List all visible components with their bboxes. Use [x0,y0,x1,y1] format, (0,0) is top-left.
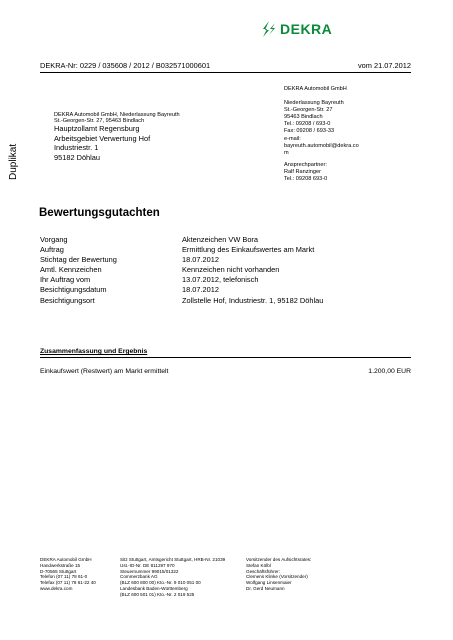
dekra-reference-number: DEKRA-Nr: 0229 / 035608 / 2012 / B032571000601 [40,61,211,70]
detail-value: Aktenzeichen VW Bora [182,235,258,244]
footer-line: Wolfgang Linsenmaier [246,580,292,586]
detail-row [40,275,323,285]
office-line: Tel.: 09208 / 693-0 [284,121,331,128]
footer-line: Commerzbank AG [120,574,158,580]
header-divider [40,72,411,73]
details-table [40,235,323,306]
footer-line: Clemens Klinke (Vorsitzender) [246,574,308,580]
footer-col-company [40,557,96,592]
dekra-logo-text: DEKRA [280,21,333,37]
office-line: e-mail: [284,135,301,142]
sender-line-2: St.-Georgen-Str. 27, 95463 Bindlach [54,118,145,124]
recipient-line: Arbeitsgebiet Verwertung Hof [54,133,151,143]
detail-label: Ihr Auftrag vom [40,275,91,285]
footer-line: Geschäftsführer: [246,568,280,574]
footer-line: Sitz Stuttgart, Amtsgericht Stuttgart, HRB-Nr. 21039 [120,557,226,562]
duplikat-label: Duplikat [8,143,19,180]
detail-row [40,285,323,295]
recipient-line: 95182 Döhlau [54,152,101,162]
footer-line: Stefan Kölbl [246,562,271,568]
footer-line: (BLZ 600 501 01) Kto.-Nr. 2 019 525 [120,591,195,597]
recipient-address [54,124,150,162]
office-block [284,86,408,183]
sender-line-1: DEKRA Automobil GmbH, Niederlassung Bayreuth [54,112,180,118]
document-title: Bewertungsgutachten [39,207,160,219]
footer-line: Steuernummer 99015/01322 [120,568,179,574]
detail-row [40,296,323,306]
footer-col-legal [120,557,225,598]
office-line: Fax: 09208 / 693-33 [284,128,335,135]
footer-line: Telefax (07 11) 78 61-22 40 [40,580,96,586]
detail-value: 18.07.2012 [182,255,219,265]
footer-line: D-70565 Stuttgart [40,568,77,574]
summary-heading: Zusammenfassung und Ergebnis [40,348,148,355]
dekra-logo-icon [262,21,276,37]
detail-value: 18.07.2012 [182,285,219,295]
footer-line: Landesbank Baden-Württemberg [120,585,188,591]
detail-row [40,265,323,275]
sender-line [54,112,180,124]
contact-name: Ralf Ranzinger [284,168,321,175]
report-date: vom 21.07.2012 [357,61,411,70]
detail-value: Zollstelle Hof, Industriestr. 1, 95182 Döhlau [182,295,324,305]
office-email[interactable]: bayreuth.automobil@dekra.co [284,142,359,149]
footer-line: DEKRA Automobil GmbH [40,557,92,562]
office-line: 95463 Bindlach [284,114,323,121]
detail-row [40,235,323,245]
summary-value: 1.200,00 EUR [368,368,411,375]
recipient-line: Hauptzollamt Regensburg [54,124,140,133]
detail-label: Vorgang [40,235,68,244]
detail-value: Ermittlung des Einkaufswertes am Markt [182,245,315,255]
footer-line: (BLZ 600 800 00) Kto.-Nr. 9 010 051 00 [120,580,201,586]
detail-label: Besichtigungsdatum [40,285,107,295]
summary-label: Einkaufswert (Restwert) am Markt ermittelt [40,368,169,375]
contact-tel: Tel.: 09208 693-0 [284,176,328,183]
summary-divider [40,357,411,358]
office-company: DEKRA Automobil GmbH [284,86,347,92]
footer-line: Telefon (07 11) 78 61-0 [40,574,88,580]
dekra-logo [262,21,332,37]
footer-line: Dr. Gerd Neumann [246,585,285,591]
footer-line: Handwerkstraße 15 [40,562,81,568]
detail-value: Kennzeichen nicht vorhanden [182,265,280,275]
detail-row [40,255,323,265]
footer-col-management [246,557,311,592]
detail-value: 13.07.2012, telefonisch [182,275,259,285]
footer-line: Vorsitzender des Aufsichtsrates: [246,557,312,562]
footer-link[interactable]: www.dekra.com [40,585,73,591]
office-line: St.-Georgen-Str. 27 [284,107,333,114]
detail-row [40,245,323,255]
footer-line: Ust.-ID-Nr. DE 811297 970 [120,562,175,568]
detail-label: Auftrag [40,245,64,255]
detail-label: Besichtigungsort [40,295,95,305]
detail-label: Stichtag der Bewertung [40,255,117,265]
detail-label: Amtl. Kennzeichen [40,265,102,275]
contact-label: Ansprechpartner: [284,161,327,168]
office-line: Niederlassung Bayreuth [284,100,344,107]
office-line: m [284,149,289,156]
recipient-line: Industriestr. 1 [54,143,99,153]
